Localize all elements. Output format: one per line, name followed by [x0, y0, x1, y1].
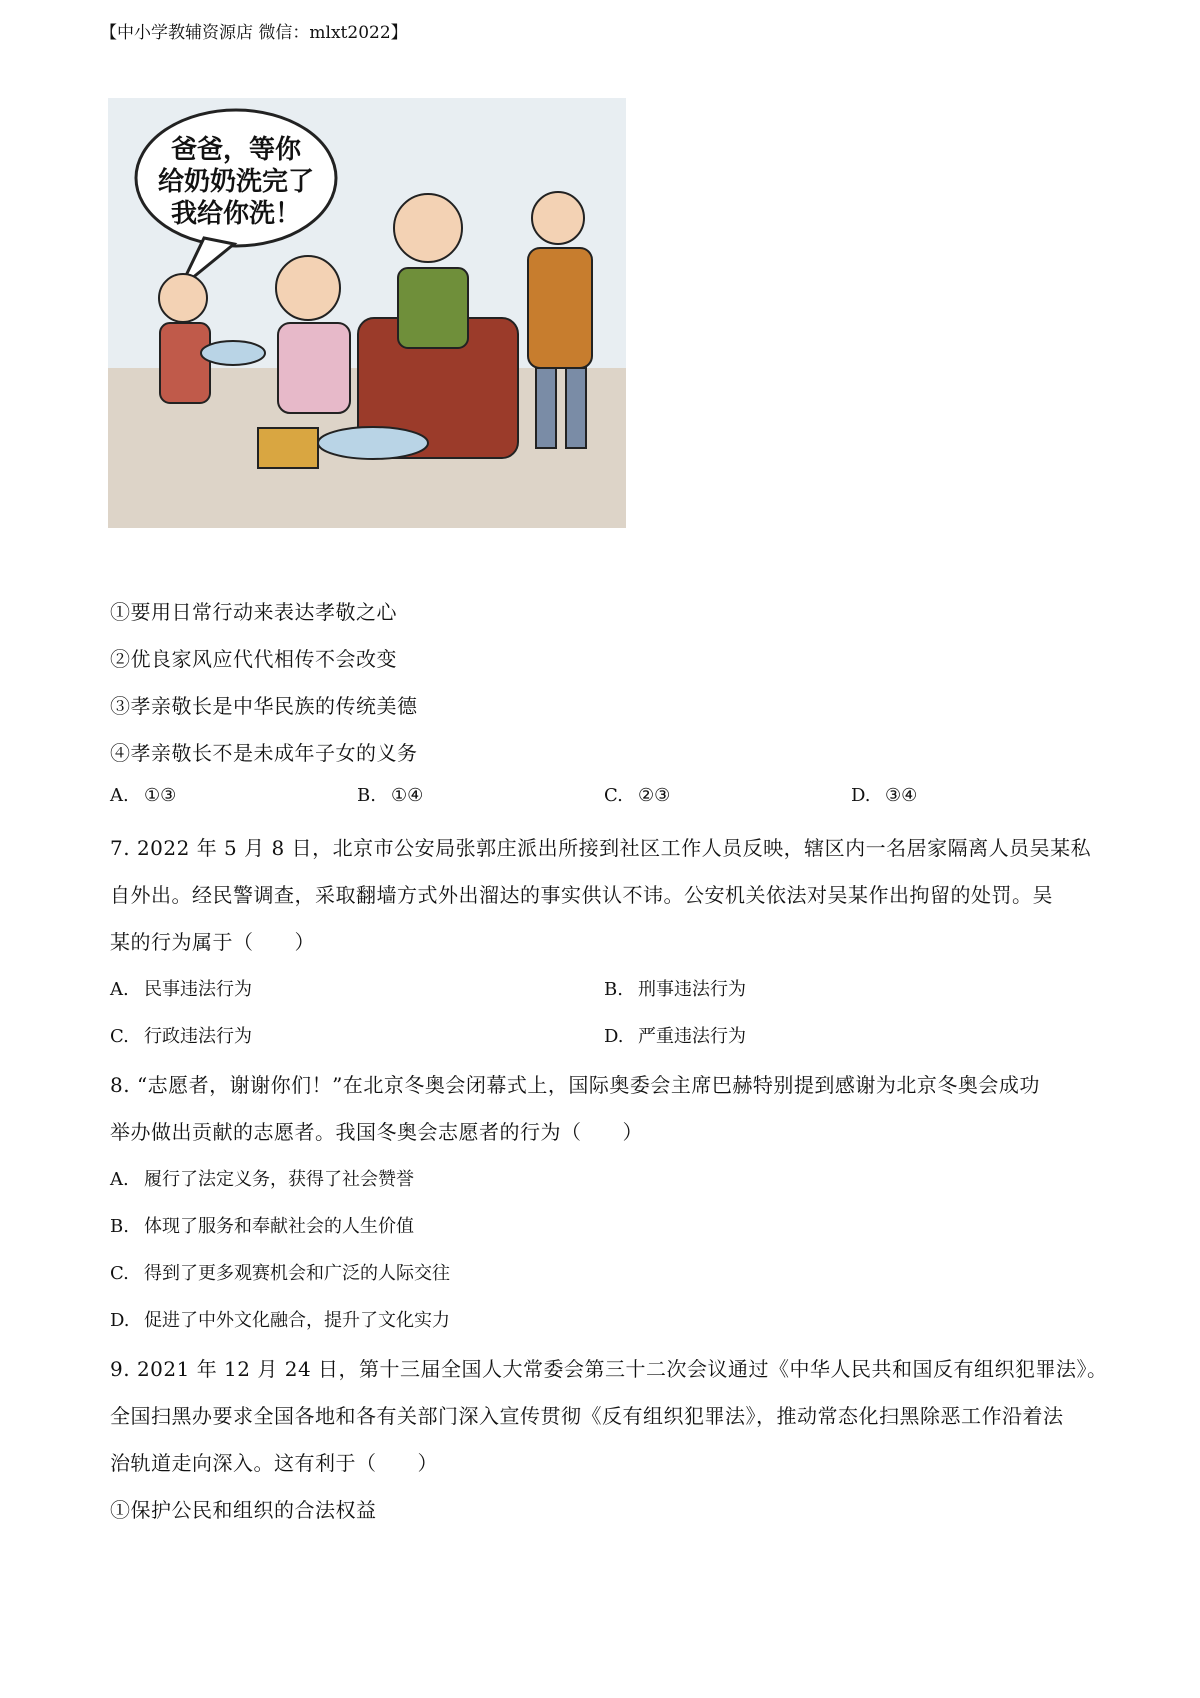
bubble-line-3: 我给你洗！	[170, 199, 302, 229]
q8-option-c: C. 得到了更多观赛机会和广泛的人际交往	[110, 1263, 450, 1284]
q7-option-c: C. 行政违法行为	[110, 1026, 252, 1047]
q6-statement-1: ①要用日常行动来表达孝敬之心	[110, 600, 397, 624]
q6-option-a: A. ①③	[110, 785, 177, 806]
q7-option-a: A. 民事违法行为	[110, 979, 252, 1000]
q6-statement-4: ④孝亲敬长不是未成年子女的义务	[110, 741, 418, 765]
q7-line-2: 自外出。经民警调查，采取翻墙方式外出溜达的事实供认不讳。公安机关依法对吴某作出拘留的处罚。吴	[110, 883, 1053, 907]
q9-statement-1: ①保护公民和组织的合法权益	[110, 1498, 377, 1522]
q8-line-1: 8. “志愿者，谢谢你们！”在北京冬奥会闭幕式上，国际奥委会主席巴赫特别提到感谢为北京冬奥会成功	[110, 1073, 1040, 1097]
q9-line-1: 9. 2021 年 12 月 24 日，第十三届全国人大常委会第三十二次会议通过《中华人民共和国反有组织犯罪法》。	[110, 1357, 1108, 1381]
q6-option-b: B. ①④	[357, 785, 424, 806]
q6-option-c: C. ②③	[604, 785, 671, 806]
q7-line-3: 某的行为属于（ ）	[110, 930, 315, 954]
q6-option-d: D. ③④	[851, 785, 918, 806]
q9-line-3: 治轨道走向深入。这有利于（ ）	[110, 1451, 438, 1475]
bubble-line-1: 爸爸，等你	[170, 135, 302, 165]
q6-statement-2: ②优良家风应代代相传不会改变	[110, 647, 397, 671]
q8-option-a: A. 履行了法定义务，获得了社会赞誉	[110, 1169, 414, 1190]
q8-option-b: B. 体现了服务和奉献社会的人生价值	[110, 1216, 414, 1237]
family-foot-washing-cartoon	[108, 98, 626, 528]
header-watermark: 【中小学教辅资源店 微信：mlxt2022】	[100, 23, 408, 43]
q8-option-d: D. 促进了中外文化融合，提升了文化实力	[110, 1310, 450, 1331]
q7-option-b: B. 刑事违法行为	[604, 979, 746, 1000]
q8-line-2: 举办做出贡献的志愿者。我国冬奥会志愿者的行为（ ）	[110, 1120, 643, 1144]
q9-line-2: 全国扫黑办要求全国各地和各有关部门深入宣传贯彻《反有组织犯罪法》，推动常态化扫黑除恶工作沿着法	[110, 1404, 1064, 1428]
q6-statement-3: ③孝亲敬长是中华民族的传统美德	[110, 694, 418, 718]
q7-line-1: 7. 2022 年 5 月 8 日，北京市公安局张郭庄派出所接到社区工作人员反映，辖区内一名居家隔离人员吴某私	[110, 836, 1092, 860]
bubble-line-2: 给奶奶洗完了	[157, 167, 315, 197]
q7-option-d: D. 严重违法行为	[604, 1026, 746, 1047]
